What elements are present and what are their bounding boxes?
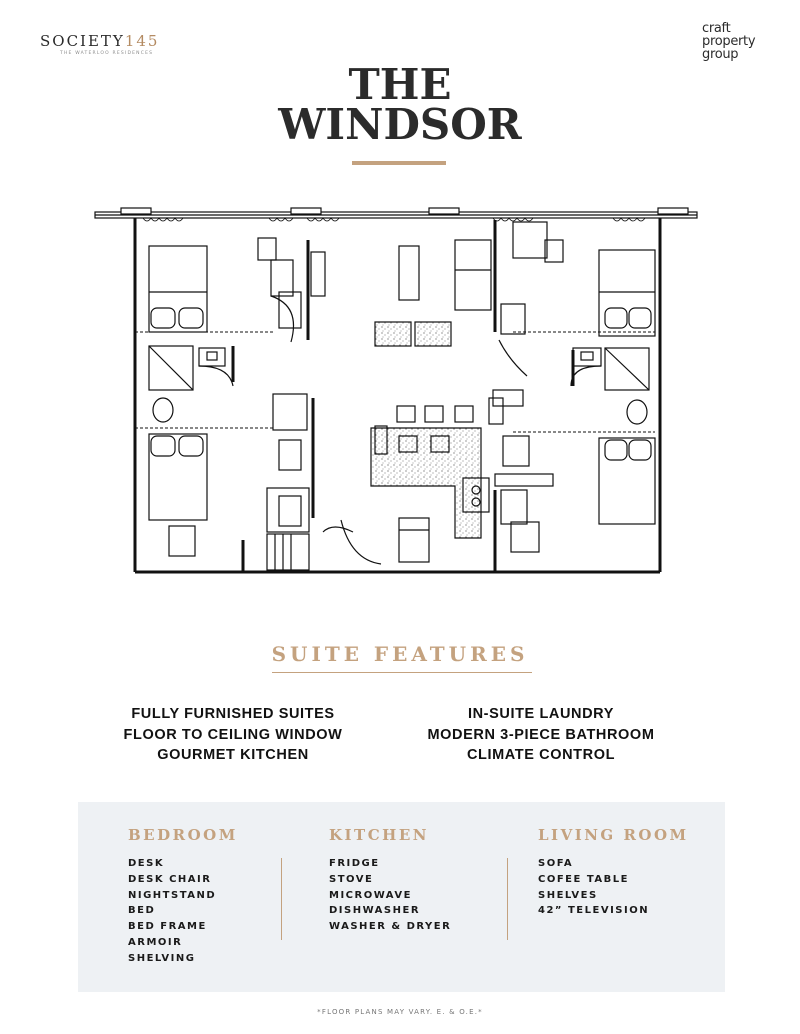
- list-item: MICROWAVE: [329, 889, 412, 901]
- craft-logo-line-3: group: [702, 47, 739, 62]
- suite-features-heading: SUITE FEATURES: [271, 642, 529, 666]
- feature-item: GOURMET KITCHEN: [157, 747, 309, 763]
- column-divider: [507, 858, 508, 940]
- list-item: DESK: [128, 858, 165, 869]
- kitchen-list: [329, 856, 451, 935]
- craft-property-group-logo: [702, 22, 782, 61]
- title-underline: [352, 161, 446, 165]
- floor-plan-drawing: [93, 200, 703, 580]
- list-item: FRIDGE: [329, 858, 380, 869]
- craft-logo-line-1: craft: [702, 21, 731, 36]
- feature-item: MODERN 3-PIECE BATHROOM: [427, 726, 655, 743]
- craft-logo-line-2: property: [702, 34, 756, 49]
- list-item: BED: [128, 905, 156, 917]
- list-item: 42” TELEVISION: [538, 905, 650, 917]
- column-divider: [281, 858, 282, 940]
- disclaimer-footnote: *FLOOR PLANS MAY VARY. E. & O.E.*: [317, 1008, 483, 1016]
- list-item: NIGHTSTAND: [128, 889, 217, 901]
- kitchen-column: [329, 826, 451, 935]
- suite-features-underline: [272, 672, 532, 673]
- list-item: WASHER & DRYER: [329, 921, 452, 933]
- society-brand-number: 145: [124, 32, 160, 50]
- bedroom-column: [128, 826, 238, 967]
- feature-item: FLOOR TO CEILING WINDOW: [123, 726, 343, 743]
- feature-item: CLIMATE CONTROL: [466, 747, 616, 763]
- list-item: SHELVING: [128, 952, 196, 964]
- bedroom-list: [128, 856, 238, 967]
- society145-logo: [40, 32, 159, 56]
- feature-item: IN-SUITE LAUNDRY: [467, 706, 614, 722]
- bedroom-heading: BEDROOM: [128, 826, 238, 844]
- suite-features-left-column: [83, 704, 383, 766]
- page-title-line-2: WINDSOR: [278, 100, 522, 149]
- feature-item: FULLY FURNISHED SUITES: [131, 706, 335, 722]
- list-item: DESK CHAIR: [128, 873, 212, 885]
- kitchen-heading: KITCHEN: [329, 826, 429, 844]
- list-item: SOFA: [538, 858, 574, 869]
- page-title-line-1: THE: [348, 60, 452, 109]
- list-item: STOVE: [329, 873, 374, 885]
- list-item: COFEE TABLE: [538, 873, 629, 885]
- living-room-heading: LIVING ROOM: [538, 826, 689, 844]
- society-brand-text: SOCIETY: [40, 32, 125, 50]
- suite-features-right-column: [391, 704, 691, 766]
- list-item: DISHWASHER: [329, 905, 421, 917]
- living-room-list: [538, 856, 689, 919]
- list-item: BED FRAME: [128, 921, 207, 933]
- room-furnishings-panel: [78, 802, 725, 992]
- living-room-column: [538, 826, 689, 919]
- list-item: ARMOIR: [128, 936, 183, 948]
- society-tagline: THE WATERLOO RESIDENCES: [60, 51, 154, 56]
- list-item: SHELVES: [538, 889, 598, 901]
